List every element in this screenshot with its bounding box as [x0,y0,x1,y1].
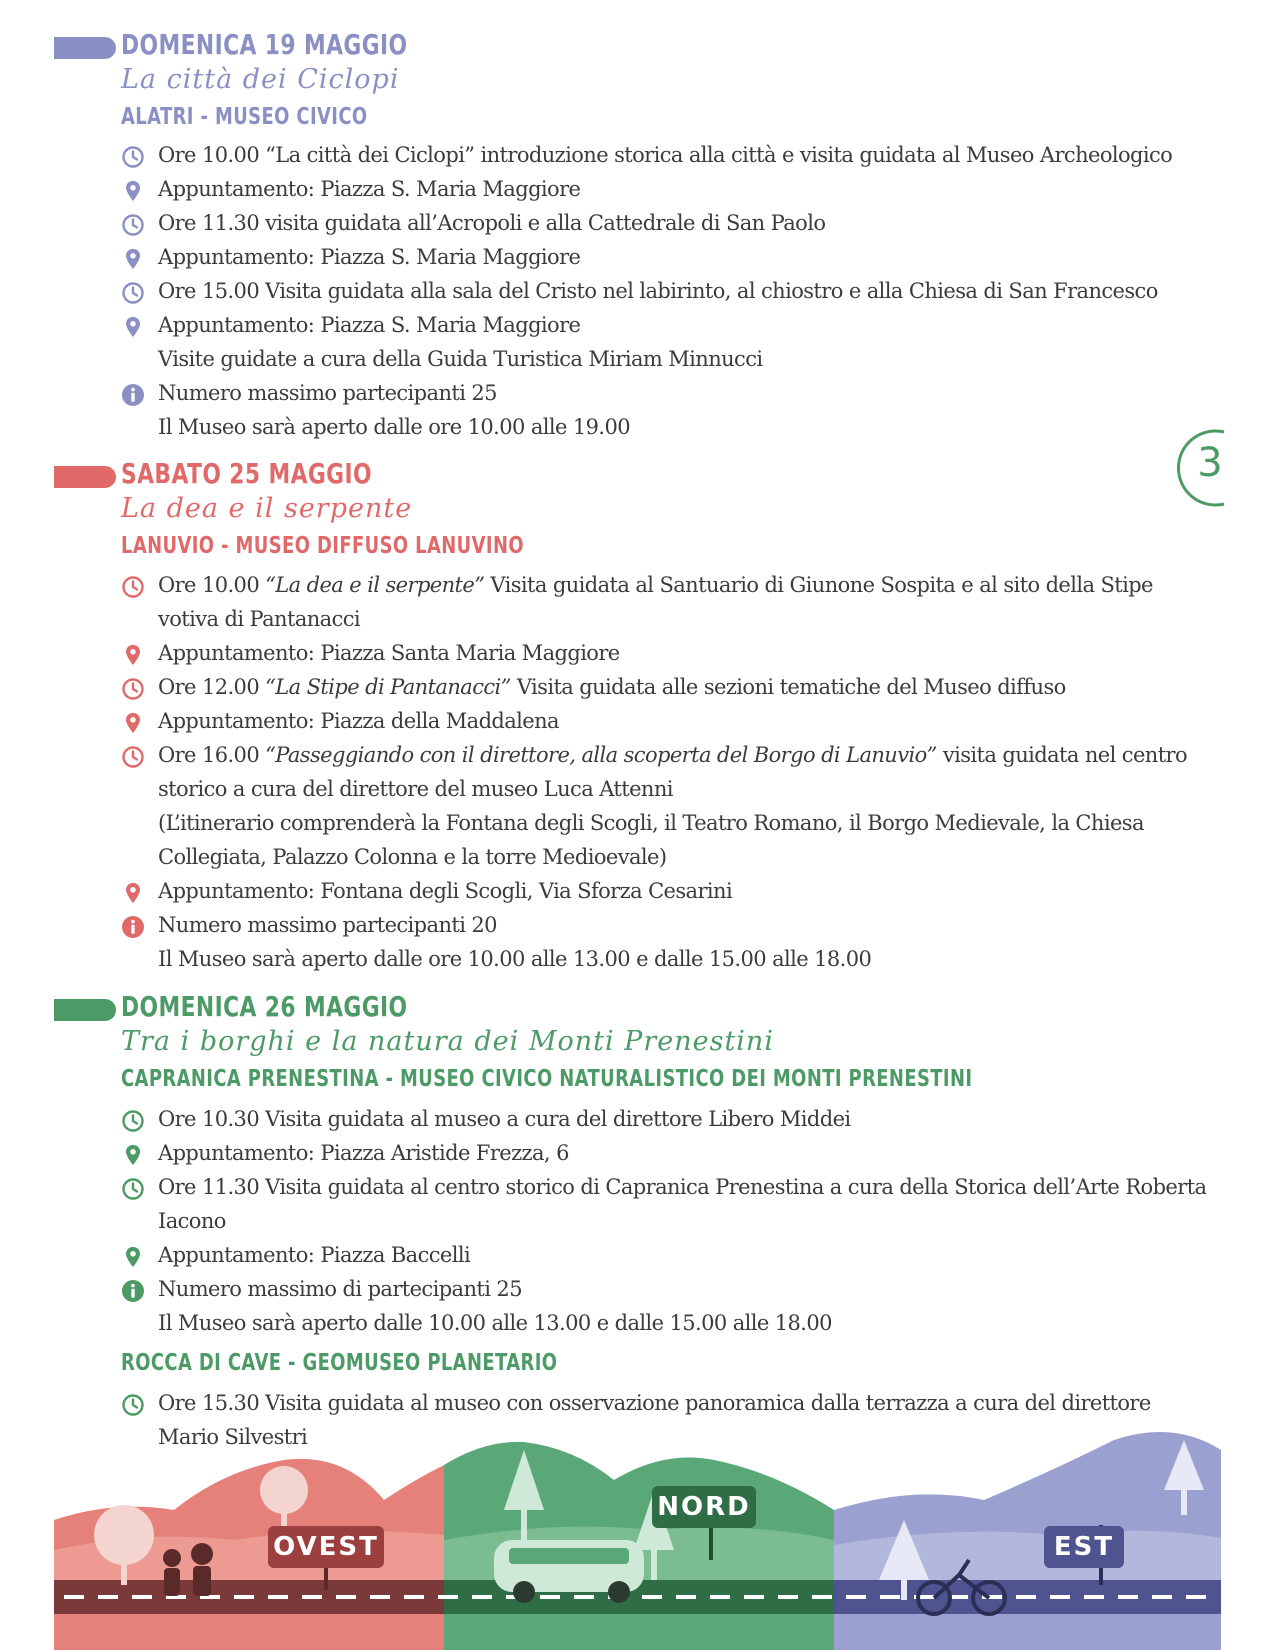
section-subtitle: La dea e il serpente [121,493,413,524]
pin-icon [121,1245,145,1269]
section-tab-marker [54,37,116,59]
clock-icon [121,213,145,237]
section-day-title: SABATO 25 MAGGIO [121,457,372,490]
pin-icon [121,179,145,203]
sign-north: NORD [652,1486,756,1528]
clock-icon [121,575,145,599]
clock-icon [121,677,145,701]
venue-title: ROCCA DI CAVE - GEOMUSEO PLANETARIO [121,1350,558,1376]
pin-icon [121,247,145,271]
clock-icon [121,1109,145,1133]
sign-east: EST [1044,1526,1124,1568]
page-number: 3 [1197,440,1223,486]
section-day-title: DOMENICA 19 MAGGIO [121,28,408,61]
clock-icon [121,1177,145,1201]
section-tab-marker [54,999,116,1021]
clock-icon [121,1393,145,1417]
section-tab-marker [54,466,116,488]
info-icon [121,915,145,939]
section-subtitle: Tra i borghi e la natura dei Monti Prenestini [121,1026,774,1057]
program-page: DOMENICA 19 MAGGIO La città dei Ciclopi ALATRI - MUSEO CIVICO Ore 10.00 “La città dei Ciclopi” introduzione storica alla città e visita guidata al Museo Archeologico Appuntamento: Piazza S. Maria Maggiore Ore 11.30 visita guidata all’Acropoli e alla Cattedrale di San Paolo Appuntamento: Piazza S. Maria Maggiore Ore 15.00 Visita guidata alla sala del Cristo nel labirinto, al chiostro e alla Chiesa di San Francesco Appuntamento: Piazza S. Maria Maggiore Visite guidate a cura della Guida Turistica Miriam Minnucci Numero massimo partecipanti 25 Il Museo sarà aperto dalle ore 10.00 alle 19.00 3 SABATO 25 MAGGIO La dea e il serpente LANUVIO - MUSEO DIFFUSO LANUVINO Ore 10.00 “La dea e il serpente” Visita guidata al Santuario di Giunone Sospita e al sito della Stipe votiva di Pantanacci Appuntamento: Piazza Santa Maria Maggiore Ore 12.00 “La Stipe di Pantanacci” Visita guidata alle sezioni tematiche del Museo diffuso Appuntamento: Piazza della Maddalena Ore 16.00 “Passeggiando con il direttore, alla scoperta del Borgo di Lanuvio” visita guidata nel centro storico a cura del direttore del museo Luca Attenni (L’itinerario comprenderà la Fontana degli Scogli, il Teatro Romano, il Borgo Medievale, la Chiesa Collegiata, Palazzo Colonna e la torre Medioevale) Appuntamento: Fontana degli Scogli, Via Sforza Cesarini Numero massimo partecipanti 20 Il Museo sarà aperto dalle ore 10.00 alle 13.00 e dalle 15.00 alle 18.00 DOMENICA 26 MAGGIO Tra i borghi e la natura dei Monti Prenestini CAPRANICA PRENESTINA - MUSEO CIVICO NATURALISTICO DEI MONTI PRENESTINI Ore 10.30 Visita guidata al museo a cura del direttore Libero Middei Appuntamento: Piazza Aristide Frezza, 6 Ore 11.30 Visita guidata al centro storico di Capranica Prenestina a cura della Storica dell’Arte Roberta Iacono Appuntamento: Piazza Baccelli Numero massimo di partecipanti 25 Il Museo sarà aperto dalle 10.00 alle 13.00 e dalle 15.00 alle 18.00 ROCCA DI CAVE - GEOMUSEO PLANETARIO Ore 15.30 Visita guidata al museo con osservazione panoramica dalla terrazza a cura del direttore Mario Silvestri OVEST NORD EST [0,0,1275,1650]
pin-icon [121,643,145,667]
pin-icon [121,711,145,735]
section-subtitle: La città dei Ciclopi [121,64,400,95]
info-icon [121,383,145,407]
pin-icon [121,881,145,905]
section-day-title: DOMENICA 26 MAGGIO [121,990,408,1023]
clock-icon [121,745,145,769]
clock-icon [121,281,145,305]
clock-icon [121,145,145,169]
sign-west: OVEST [268,1526,384,1568]
venue-title: LANUVIO - MUSEO DIFFUSO LANUVINO [121,533,525,559]
pin-icon [121,1143,145,1167]
venue-title: ALATRI - MUSEO CIVICO [121,104,368,130]
info-icon [121,1279,145,1303]
pin-icon [121,315,145,339]
footer-landscape-illustration [54,1430,1221,1650]
page-number-badge [1168,426,1252,510]
venue-title: CAPRANICA PRENESTINA - MUSEO CIVICO NATURALISTICO DEI MONTI PRENESTINI [121,1066,973,1092]
